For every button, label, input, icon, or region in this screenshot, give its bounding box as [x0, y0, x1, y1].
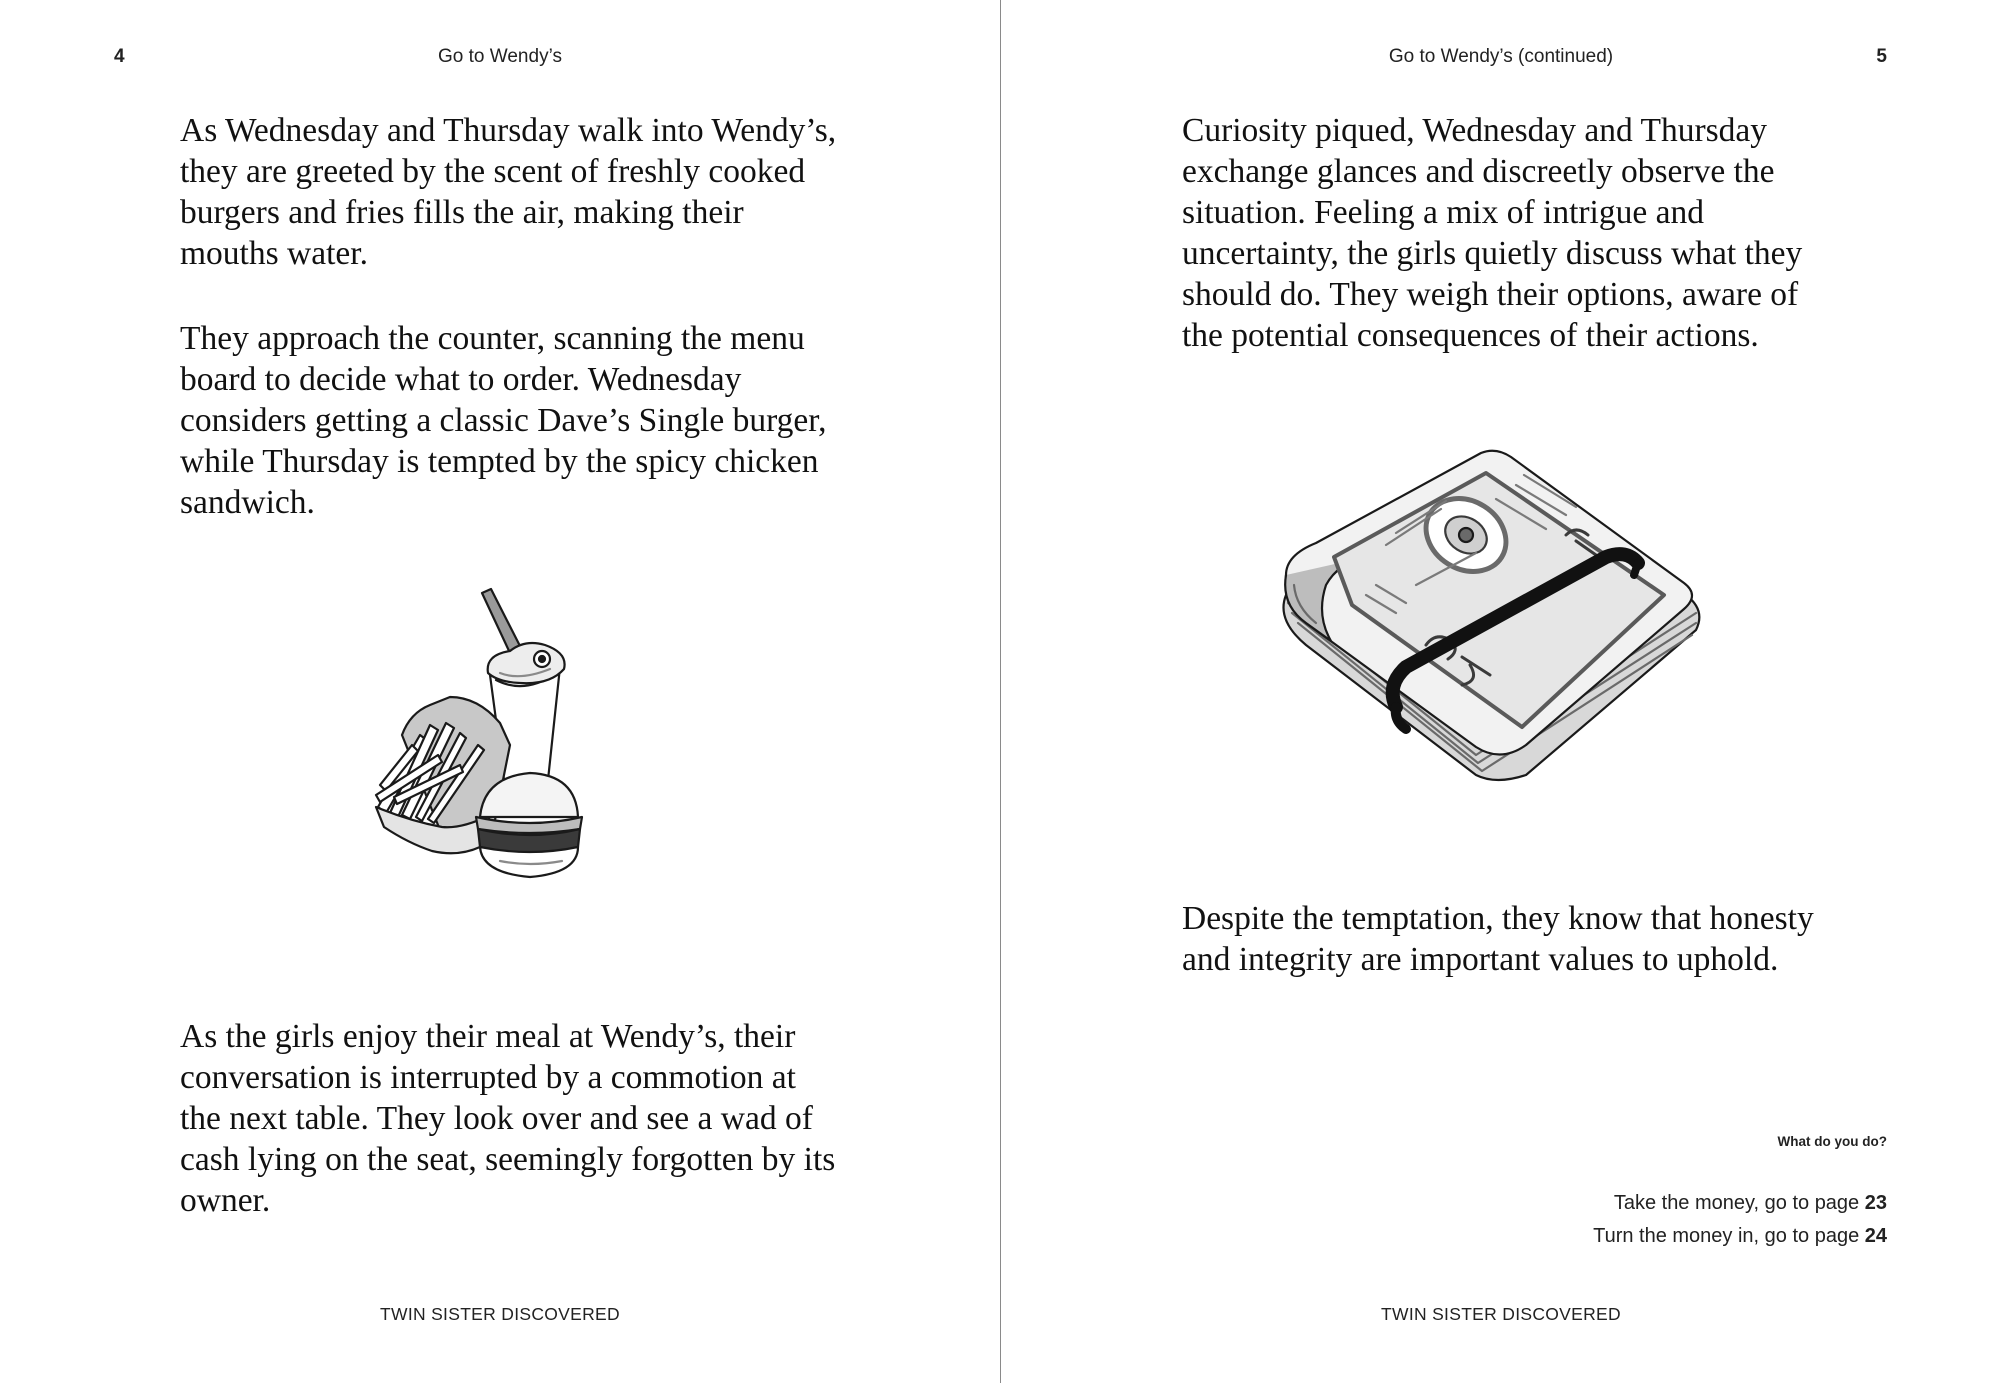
paragraph: Curiosity piqued, Wednesday and Thursday exchange glances and discreetly observe the situation. Feeling a mix of intrigue and uncertainty, the girls quietly discuss what they should do. They weigh their options, aware of the potential consequences of their actions. [1182, 112, 1803, 354]
paragraph: As the girls enjoy their meal at Wendy’s, their conversation is interrupted by a commotion at the next table. They look over and see a wad of cash lying on the seat, seemingly forgotten by its owner. [180, 1018, 836, 1219]
paragraph: Despite the temptation, they know that honesty and integrity are important values to uphold. [1182, 900, 1814, 978]
choice-prompt: What do you do? [1777, 1134, 1887, 1149]
running-header: Go to Wendy’s (continued) [1388, 46, 1614, 67]
fast-food-meal-illustration [350, 585, 620, 895]
book-title-footer: TWIN SISTER DISCOVERED [1381, 1304, 1621, 1324]
choice-text: Take the money, go to page [1613, 1192, 1865, 1214]
choice-text: Turn the money in, go to page [1593, 1225, 1865, 1247]
page-number: 5 [1876, 46, 1887, 67]
cash-wad-illustration [1276, 445, 1716, 795]
book-title-footer: TWIN SISTER DISCOVERED [380, 1304, 620, 1324]
choice-page-number: 24 [1864, 1225, 1887, 1247]
paragraph: As Wednesday and Thursday walk into Wendy’s, they are greeted by the scent of freshly cooked burgers and fries fills the air, making their mouths water. [180, 112, 837, 272]
running-header: Go to Wendy’s [438, 46, 562, 67]
choice-page-number: 23 [1864, 1192, 1887, 1214]
choice-turn-in-money[interactable] [1593, 1225, 1887, 1248]
paragraph: They approach the counter, scanning the menu board to decide what to order. Wednesday considers getting a classic Dave’s Single burger, while Thursday is tempted by the spicy chicken sandwich. [180, 320, 827, 521]
right-page [1001, 0, 2000, 1383]
choice-take-money[interactable] [1614, 1192, 1887, 1215]
page-number: 4 [114, 46, 125, 67]
